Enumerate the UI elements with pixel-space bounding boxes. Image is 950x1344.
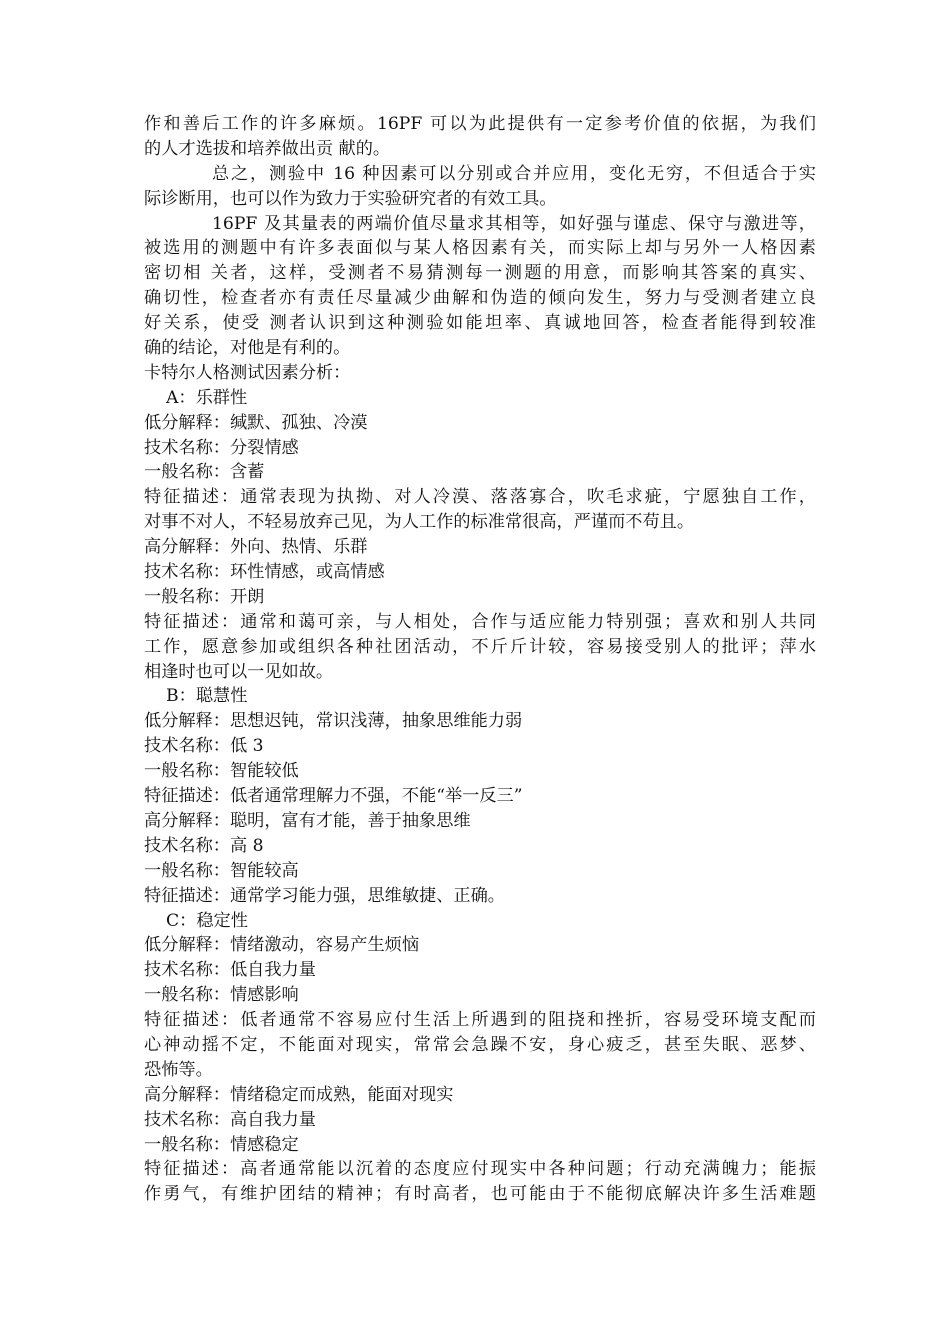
text-line: 特征描述：低者通常不容易应付生活上所遇到的阻挠和挫折，容易受环境支配而 <box>144 1010 816 1031</box>
factor-heading: B：聪慧性 <box>166 686 248 707</box>
text-line: 一般名称：智能较高 <box>144 860 299 881</box>
text-line: 确的结论，对他是有利的。 <box>144 338 351 359</box>
text-line: 低分解释：情绪激动，容易产生烦恼 <box>144 935 420 956</box>
text-line: 一般名称：情感影响 <box>144 985 299 1006</box>
text-line: 作和善后工作的许多麻烦。16PF 可以为此提供有一定参考价值的依据，为我们 <box>144 114 816 134</box>
text-line: 特征描述：通常学习能力强，思维敏捷、正确。 <box>144 885 505 906</box>
text-line: 一般名称：开朗 <box>144 586 265 607</box>
text-line: 特征描述：高者通常能以沉着的态度应付现实中各种问题；行动充满魄力；能振 <box>144 1159 816 1180</box>
text-line: 相逢时也可以一见如故。 <box>144 661 334 682</box>
text-line: 低分解释：思想迟钝，常识浅薄，抽象思维能力弱 <box>144 711 523 732</box>
text-line: 16PF 及其量表的两端价值尽量求其相等，如好强与谨虑、保守与激进等， <box>212 213 816 234</box>
text-line: 心神动摇不定，不能面对现实，常常会急躁不安，身心疲乏，甚至失眠、恶梦、 <box>144 1034 816 1055</box>
text-line: 特征描述：通常和蔼可亲，与人相处，合作与适应能力特别强；喜欢和别人共同 <box>144 611 816 632</box>
text-line: 技术名称：分裂情感 <box>144 437 299 458</box>
text-line: 的人才选拔和培养做出贡 献的。 <box>144 138 391 159</box>
factor-heading: A：乐群性 <box>166 387 248 408</box>
text-line: 恐怖等。 <box>144 1059 213 1080</box>
text-line: 特征描述：低者通常理解力不强，不能“举一反三” <box>144 786 523 807</box>
text-line: 技术名称：高自我力量 <box>144 1109 316 1130</box>
text-line: 确切性，检查者亦有责任尽量减少曲解和伪造的倾向发生，努力与受测者建立良 <box>144 288 816 309</box>
text-line: 密切相 关者，这样，受测者不易猜测每一测题的用意，而影响其答案的真实、 <box>144 263 816 284</box>
text-line: 高分解释：情绪稳定而成熟，能面对现实 <box>144 1084 454 1105</box>
document-page <box>144 112 816 1207</box>
text-line: 低分解释：缄默、孤独、冷漠 <box>144 412 368 433</box>
text-line: 一般名称：智能较低 <box>144 761 299 782</box>
text-line: 技术名称：高 8 <box>144 835 264 856</box>
text-line: 特征描述：通常表现为执拗、对人冷漠、落落寡合，吹毛求疵，宁愿独自工作， <box>144 487 816 508</box>
text-line: 际诊断用，也可以作为致力于实验研究者的有效工具。 <box>144 188 557 209</box>
text-line: 技术名称：低自我力量 <box>144 960 316 981</box>
factor-heading: C：稳定性 <box>166 910 248 931</box>
text-line: 被选用的测题中有许多表面似与某人格因素有关，而实际上却与另外一人格因素 <box>144 238 816 259</box>
text-line: 好关系，使受 测者认识到这种测验如能坦率、真诚地回答，检查者能得到较准 <box>144 313 816 334</box>
text-line: 高分解释：外向、热情、乐群 <box>144 537 368 558</box>
text-line: 一般名称：情感稳定 <box>144 1134 299 1155</box>
text-line: 总之，测验中 16 种因素可以分别或合并应用，变化无穷，不但适合于实 <box>212 163 816 184</box>
text-line: 技术名称：低 3 <box>144 736 264 757</box>
text-line: 一般名称：含蓄 <box>144 462 265 483</box>
text-line: 高分解释：聪明，富有才能，善于抽象思维 <box>144 810 471 831</box>
text-line: 卡特尔人格测试因素分析： <box>144 362 351 383</box>
text-line: 作勇气，有维护团结的精神；有时高者，也可能由于不能彻底解决许多生活难题 <box>144 1184 816 1205</box>
text-line: 技术名称：环性情感，或高情感 <box>144 562 385 583</box>
text-line: 工作，愿意参加或组织各种社团活动，不斤斤计较，容易接受别人的批评；萍水 <box>144 636 816 657</box>
text-line: 对事不对人，不轻易放弃己见，为人工作的标准常很高，严谨而不苟且。 <box>144 512 695 533</box>
